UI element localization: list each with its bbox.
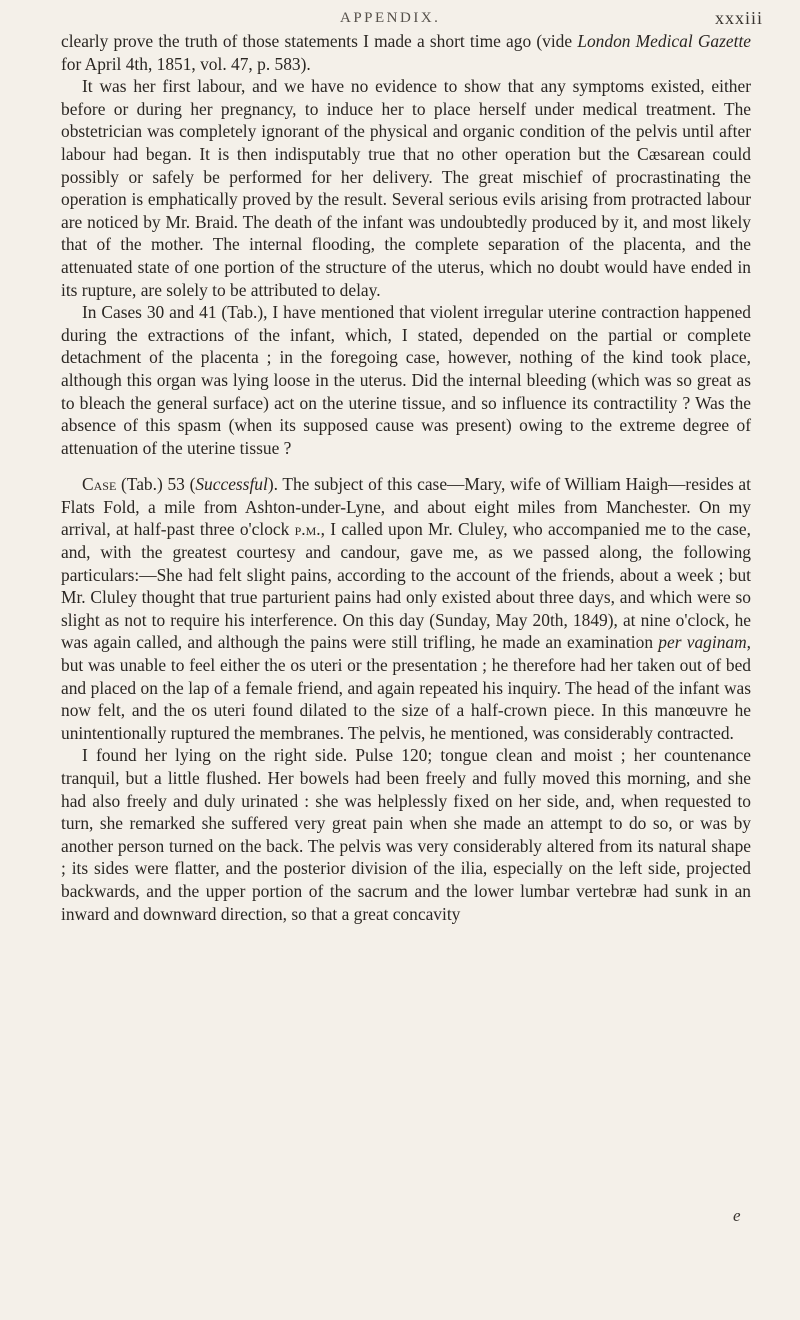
running-head [0, 6, 800, 30]
body-text [61, 30, 751, 925]
paragraph-4-text-b: ). The subject of this case—Mary, wife of William Haigh—resides at Flats Fold, a mile from Ashton-under-Lyne, and about eight miles from Manchester. On my arrival, at half-past three o'clock [61, 474, 751, 540]
paragraph-1-text-a: clearly prove the truth of those statements I made a short time ago (vide [61, 31, 578, 51]
paragraph-1-text-b: for April 4th, 1851, vol. 47, p. 583). [61, 53, 311, 74]
time-pm: p.m. [294, 519, 321, 540]
paragraph-4-text-a: (Tab.) 53 ( [116, 474, 196, 495]
paragraph-3: In Cases 30 and 41 (Tab.), I have mentioned that violent irregular uterine contraction happened during the extractions of the infant, which, I stated, depended on the partial or complete detachment of the placenta ; in the foregoing case, however, nothing of the kind took place, although this organ was lying loose in the uterus. Did the internal bleeding (which was so great as to bleach the general surface) act on the uterine tissue, and so influence its contractility ? Was the absence of this spasm (when its supposed cause was present) owing to the extreme degree of attenuation of the uterine tissue ? [61, 302, 751, 458]
case-outcome: Successful [195, 474, 268, 495]
paragraph-4-text-d: , but was unable to feel either the os uteri or the presentation ; he therefore had her taken out of bed and placed on the lap of a female friend, and again repeated his inquiry. The head of the infant was now felt, and the os uteri found dilated to the size of a half-crown piece. In this manœuvre he unintentionally ruptured the membranes. The pelvis, he mentioned, was considerably contracted. [61, 632, 752, 743]
signature-mark: e [733, 1206, 741, 1225]
paragraph-4-text-c: , I called upon Mr. Cluley, who accompanied me to the case, and, with the greatest courtesy and candour, gave me, as we passed along, the following particulars:—She had felt slight pains, according to the account of the friends, about a week ; but Mr. Cluley thought that true parturient pains had only existed about three days, and which were so slight as not to require his interference. On this day (Sunday, May 20th, 1849), at nine o'clock, he was again called, and although the pains were still trifling, he made an examination [61, 519, 751, 653]
paragraph-2: It was her first labour, and we have no evidence to show that any symptoms existed, either before or during her pregnancy, to induce her to place herself under medical treatment. The obstetrician was completely ignorant of the physical and organic condition of the pelvis until after labour had began. It is then indisputably true that no other operation but the Cæsarean could possibly or safely be performed for her delivery. The great mischief of procrastinating the operation is emphatically proved by the result. Several serious evils arising from protracted labour are noticed by Mr. Braid. The death of the infant was undoubtedly produced by it, and most likely that of the mother. The internal flooding, the complete separation of the placenta, and the attenuated state of one portion of the structure of the uterus, which no doubt would have ended in its rupture, are solely to be attributed to delay. [61, 76, 751, 300]
paragraph-case-53 [61, 473, 751, 744]
page-number: xxxiii [715, 8, 764, 28]
paragraph-5: I found her lying on the right side. Pulse 120; tongue clean and moist ; her countenance tranquil, but a little flushed. Her bowels had been freely and fully moved this morning, and she had also freely and duly urinated : she was helplessly fixed on her side, and, when requested to turn, she remarked she suffered very great pain when she made an attempt to do so, or was by another person turned on the back. The pelvis was very considerably altered from its natural shape ; its sides were flatter, and the posterior division of the ilia, especially on the left side, projected backwards, and the upper portion of the sacrum and the lower lumbar vertebræ had sunk in an inward and downward direction, so that a great concavity [61, 745, 751, 924]
journal-title: London Medical Gazette [577, 31, 751, 51]
running-title: APPENDIX. [340, 10, 441, 26]
paragraph-1 [61, 30, 751, 75]
latin-phrase: per vaginam [658, 632, 747, 653]
case-label: Case [82, 474, 117, 495]
